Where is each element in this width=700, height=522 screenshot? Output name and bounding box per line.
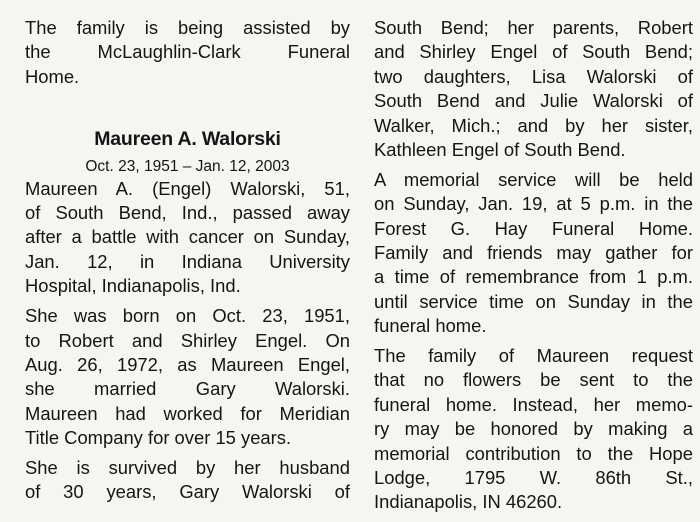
text-line: Title Company for over 15 years. <box>25 427 292 449</box>
paragraph <box>374 16 693 162</box>
text-line: on Sunday, Jan. 19, at 5 p.m. in the <box>374 193 693 215</box>
text-line: Hospital, Indianapolis, Ind. <box>25 275 241 297</box>
text-line: the McLaughlin-Clark Funeral <box>25 41 350 63</box>
text-line: Home. <box>25 65 80 87</box>
text-line: The family is being assisted by <box>25 17 350 38</box>
paragraph <box>25 304 350 450</box>
text-line: South Bend; her parents, Robert <box>374 17 693 38</box>
text-line: A memorial service will be held <box>374 168 693 190</box>
text-line: Family and friends may gather for <box>374 242 693 264</box>
paragraph <box>25 177 350 299</box>
life-dates: Oct. 23, 1951 – Jan. 12, 2003 <box>85 157 290 175</box>
text-line: Walker, Mich.; and by her sister, <box>374 114 693 136</box>
intro-paragraph <box>25 16 350 89</box>
text-line: that no flowers be sent to the <box>374 369 693 391</box>
text-line: two daughters, Lisa Walorski of <box>374 65 693 87</box>
text-line: Forest G. Hay Funeral Home. <box>374 217 693 239</box>
paragraph <box>374 344 693 515</box>
paragraph <box>25 456 350 505</box>
text-line: Jan. 12, in Indiana University <box>25 250 350 272</box>
text-line: until service time on Sunday in the <box>374 290 693 312</box>
text-line: Lodge, 1795 W. 86th St., <box>374 467 693 489</box>
text-line: Aug. 26, 1972, as Maureen Engel, <box>25 353 350 375</box>
text-line: of South Bend, Ind., passed away <box>25 202 350 224</box>
text-line: ry may be honored by making a <box>374 418 693 440</box>
text-line: Maureen had worked for Meridian <box>25 402 350 424</box>
text-line: memorial contribution to the Hope <box>374 442 693 464</box>
text-line: funeral home. <box>374 315 487 337</box>
obituary-heading: Maureen A. Walorski <box>94 127 281 150</box>
text-line: The family of Maureen request <box>374 345 693 367</box>
text-line: she married Gary Walorski. <box>25 378 350 400</box>
text-line: Indianapolis, IN 46260. <box>374 491 563 513</box>
paragraph <box>374 168 693 339</box>
text-line: Kathleen Engel of South Bend. <box>374 138 626 160</box>
left-column <box>25 16 350 510</box>
text-line: South Bend and Julie Walorski of <box>374 90 693 112</box>
text-line: Maureen A. (Engel) Walorski, 51, <box>25 177 350 199</box>
right-column <box>374 16 693 520</box>
text-line: funeral home. Instead, her memo- <box>374 393 693 415</box>
text-line: She is survived by her husband <box>25 456 350 478</box>
text-line: She was born on Oct. 23, 1951, <box>25 305 350 327</box>
text-line: a time of remembrance from 1 p.m. <box>374 266 693 288</box>
text-line: after a battle with cancer on Sunday, <box>25 226 350 248</box>
text-line: and Shirley Engel of South Bend; <box>374 41 693 63</box>
text-line: to Robert and Shirley Engel. On <box>25 329 350 351</box>
text-line: of 30 years, Gary Walorski of <box>25 481 350 503</box>
